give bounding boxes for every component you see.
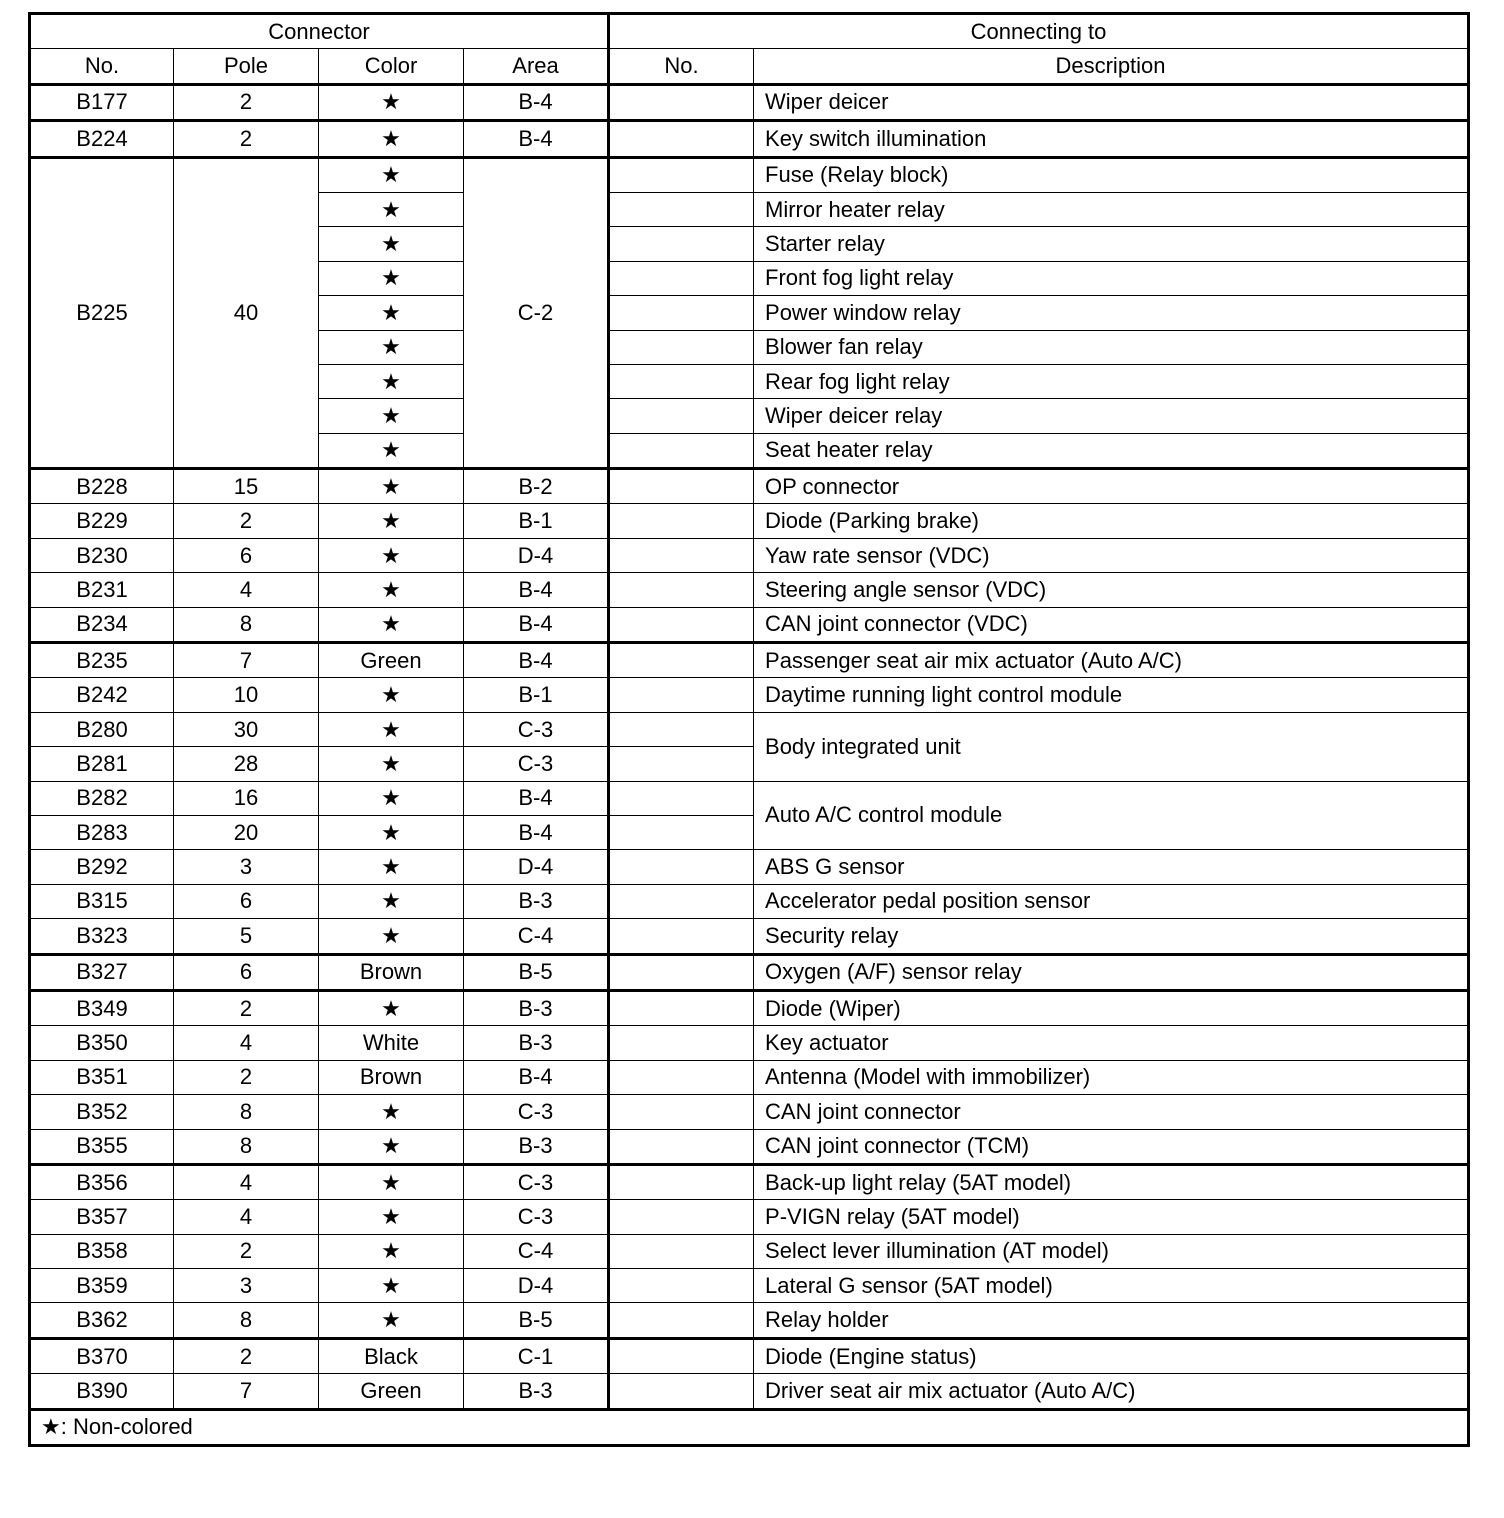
connector-color: ★ bbox=[319, 1200, 464, 1234]
connection-description: Blower fan relay bbox=[754, 330, 1469, 364]
connecting-no bbox=[609, 607, 754, 642]
col-header-no: No. bbox=[30, 49, 174, 84]
connector-no: B349 bbox=[30, 990, 174, 1025]
table-row bbox=[30, 678, 1469, 712]
connector-no: B282 bbox=[30, 781, 174, 815]
connection-description: Rear fog light relay bbox=[754, 364, 1469, 398]
connector-no: B283 bbox=[30, 815, 174, 849]
connector-color: Brown bbox=[319, 1060, 464, 1094]
connection-description: Wiper deicer relay bbox=[754, 399, 1469, 433]
connecting-no bbox=[609, 1060, 754, 1094]
table-row bbox=[30, 469, 1469, 504]
area-code: B-5 bbox=[464, 1303, 609, 1338]
connector-no: B359 bbox=[30, 1269, 174, 1303]
pole-count: 10 bbox=[174, 678, 319, 712]
area-code: D-4 bbox=[464, 538, 609, 572]
connecting-no bbox=[609, 330, 754, 364]
connection-description: Relay holder bbox=[754, 1303, 1469, 1338]
pole-count: 2 bbox=[174, 1338, 319, 1373]
connector-no: B224 bbox=[30, 121, 174, 157]
table-row bbox=[30, 990, 1469, 1025]
connector-no: B280 bbox=[30, 712, 174, 746]
connecting-no bbox=[609, 1269, 754, 1303]
connector-no: B355 bbox=[30, 1129, 174, 1164]
connector-no: B177 bbox=[30, 84, 174, 120]
connecting-no bbox=[609, 261, 754, 295]
connection-description: Lateral G sensor (5AT model) bbox=[754, 1269, 1469, 1303]
connector-color: ★ bbox=[319, 919, 464, 954]
connecting-no bbox=[609, 538, 754, 572]
table-row bbox=[30, 712, 1469, 746]
table-row bbox=[30, 1095, 1469, 1129]
connecting-no bbox=[609, 1234, 754, 1268]
pole-count: 30 bbox=[174, 712, 319, 746]
connecting-no bbox=[609, 954, 754, 990]
pole-count: 4 bbox=[174, 1164, 319, 1199]
pole-count: 8 bbox=[174, 1303, 319, 1338]
connector-no: B229 bbox=[30, 504, 174, 538]
connector-color: ★ bbox=[319, 261, 464, 295]
pole-count: 6 bbox=[174, 954, 319, 990]
area-code: B-1 bbox=[464, 504, 609, 538]
pole-count: 8 bbox=[174, 1095, 319, 1129]
connector-color: ★ bbox=[319, 1129, 464, 1164]
pole-count: 4 bbox=[174, 573, 319, 607]
connection-description: Wiper deicer bbox=[754, 84, 1469, 120]
connecting-no bbox=[609, 643, 754, 678]
area-code: B-4 bbox=[464, 573, 609, 607]
connector-no: B327 bbox=[30, 954, 174, 990]
connecting-no bbox=[609, 1303, 754, 1338]
pole-count: 4 bbox=[174, 1026, 319, 1060]
connecting-no bbox=[609, 712, 754, 746]
pole-count: 6 bbox=[174, 884, 319, 918]
connector-color: White bbox=[319, 1026, 464, 1060]
table-row bbox=[30, 954, 1469, 990]
col-header-color: Color bbox=[319, 49, 464, 84]
connecting-no bbox=[609, 781, 754, 815]
pole-count: 2 bbox=[174, 84, 319, 120]
connecting-no bbox=[609, 121, 754, 157]
connector-group-header: Connector bbox=[30, 14, 609, 49]
connector-color: ★ bbox=[319, 607, 464, 642]
area-code: B-3 bbox=[464, 1026, 609, 1060]
connector-no: B315 bbox=[30, 884, 174, 918]
connection-description: Security relay bbox=[754, 919, 1469, 954]
table-row bbox=[30, 1269, 1469, 1303]
connector-color: ★ bbox=[319, 990, 464, 1025]
connector-color: ★ bbox=[319, 573, 464, 607]
connector-color: Green bbox=[319, 1374, 464, 1409]
connecting-no bbox=[609, 364, 754, 398]
connection-description: Select lever illumination (AT model) bbox=[754, 1234, 1469, 1268]
connecting-no bbox=[609, 815, 754, 849]
connection-description: P-VIGN relay (5AT model) bbox=[754, 1200, 1469, 1234]
connecting-no bbox=[609, 990, 754, 1025]
table-row bbox=[30, 1164, 1469, 1199]
connector-color: ★ bbox=[319, 330, 464, 364]
area-code: B-3 bbox=[464, 884, 609, 918]
table-row bbox=[30, 1409, 1469, 1445]
area-code: B-3 bbox=[464, 1129, 609, 1164]
connection-description: Back-up light relay (5AT model) bbox=[754, 1164, 1469, 1199]
pole-count: 2 bbox=[174, 504, 319, 538]
area-code: C-3 bbox=[464, 747, 609, 781]
connector-color: ★ bbox=[319, 399, 464, 433]
area-code: B-4 bbox=[464, 121, 609, 157]
connector-color: ★ bbox=[319, 296, 464, 330]
connecting-no bbox=[609, 1338, 754, 1373]
connection-description: Auto A/C control module bbox=[754, 781, 1469, 850]
connector-no: B281 bbox=[30, 747, 174, 781]
pole-count: 6 bbox=[174, 538, 319, 572]
connector-color: ★ bbox=[319, 121, 464, 157]
connecting-no bbox=[609, 1026, 754, 1060]
pole-count: 2 bbox=[174, 121, 319, 157]
pole-count: 7 bbox=[174, 643, 319, 678]
connecting-no bbox=[609, 1374, 754, 1409]
pole-count: 16 bbox=[174, 781, 319, 815]
connector-color: ★ bbox=[319, 1095, 464, 1129]
connector-no: B351 bbox=[30, 1060, 174, 1094]
area-code: D-4 bbox=[464, 850, 609, 884]
connection-description: Starter relay bbox=[754, 227, 1469, 261]
pole-count: 28 bbox=[174, 747, 319, 781]
connection-description: Diode (Parking brake) bbox=[754, 504, 1469, 538]
col-header-pole: Pole bbox=[174, 49, 319, 84]
connection-description: Oxygen (A/F) sensor relay bbox=[754, 954, 1469, 990]
area-code: B-4 bbox=[464, 1060, 609, 1094]
connecting-no bbox=[609, 469, 754, 504]
column-header-row bbox=[30, 49, 1469, 84]
table-row bbox=[30, 573, 1469, 607]
connection-description: CAN joint connector bbox=[754, 1095, 1469, 1129]
connection-description: Accelerator pedal position sensor bbox=[754, 884, 1469, 918]
area-code: C-3 bbox=[464, 1095, 609, 1129]
connector-no: B370 bbox=[30, 1338, 174, 1373]
connection-description: Front fog light relay bbox=[754, 261, 1469, 295]
connector-color: ★ bbox=[319, 469, 464, 504]
area-code: B-4 bbox=[464, 781, 609, 815]
area-code: C-4 bbox=[464, 919, 609, 954]
connector-color: ★ bbox=[319, 538, 464, 572]
table-row bbox=[30, 643, 1469, 678]
connection-description: Steering angle sensor (VDC) bbox=[754, 573, 1469, 607]
connector-no: B235 bbox=[30, 643, 174, 678]
area-code: D-4 bbox=[464, 1269, 609, 1303]
connection-description: Seat heater relay bbox=[754, 433, 1469, 468]
connector-no: B362 bbox=[30, 1303, 174, 1338]
connector-no: B231 bbox=[30, 573, 174, 607]
connecting-no bbox=[609, 227, 754, 261]
table-row bbox=[30, 607, 1469, 642]
connector-color: ★ bbox=[319, 712, 464, 746]
pole-count: 3 bbox=[174, 1269, 319, 1303]
connection-description: Key switch illumination bbox=[754, 121, 1469, 157]
connector-no: B234 bbox=[30, 607, 174, 642]
connector-color: ★ bbox=[319, 850, 464, 884]
connector-no: B228 bbox=[30, 469, 174, 504]
footnote-non-colored: ★: Non-colored bbox=[30, 1409, 1469, 1445]
connector-no: B358 bbox=[30, 1234, 174, 1268]
connecting-no bbox=[609, 1200, 754, 1234]
pole-count: 20 bbox=[174, 815, 319, 849]
area-code: C-4 bbox=[464, 1234, 609, 1268]
connecting-to-group-header: Connecting to bbox=[609, 14, 1469, 49]
connecting-no bbox=[609, 850, 754, 884]
connector-no: B323 bbox=[30, 919, 174, 954]
pole-count: 2 bbox=[174, 1060, 319, 1094]
connecting-no bbox=[609, 504, 754, 538]
table-row bbox=[30, 884, 1469, 918]
table-row bbox=[30, 1374, 1469, 1409]
col-header-connecting-no: No. bbox=[609, 49, 754, 84]
connector-color: ★ bbox=[319, 781, 464, 815]
table-row bbox=[30, 1234, 1469, 1268]
pole-count: 5 bbox=[174, 919, 319, 954]
table-row bbox=[30, 1338, 1469, 1373]
connector-color: Green bbox=[319, 643, 464, 678]
connecting-no bbox=[609, 884, 754, 918]
connecting-no bbox=[609, 919, 754, 954]
connector-color: ★ bbox=[319, 157, 464, 192]
connecting-no bbox=[609, 399, 754, 433]
connection-description: Body integrated unit bbox=[754, 712, 1469, 781]
area-code: C-1 bbox=[464, 1338, 609, 1373]
area-code: C-3 bbox=[464, 712, 609, 746]
area-code: C-3 bbox=[464, 1164, 609, 1199]
table-row bbox=[30, 1129, 1469, 1164]
table-row bbox=[30, 1026, 1469, 1060]
connector-no: B242 bbox=[30, 678, 174, 712]
table-row bbox=[30, 919, 1469, 954]
connecting-no bbox=[609, 84, 754, 120]
table-row bbox=[30, 84, 1469, 120]
connector-color: ★ bbox=[319, 884, 464, 918]
pole-count: 8 bbox=[174, 607, 319, 642]
connection-description: Antenna (Model with immobilizer) bbox=[754, 1060, 1469, 1094]
connection-description: Passenger seat air mix actuator (Auto A/C) bbox=[754, 643, 1469, 678]
pole-count: 15 bbox=[174, 469, 319, 504]
table-row bbox=[30, 1200, 1469, 1234]
connector-color: ★ bbox=[319, 815, 464, 849]
connection-description: Mirror heater relay bbox=[754, 192, 1469, 226]
connector-no: B292 bbox=[30, 850, 174, 884]
connector-color: ★ bbox=[319, 1269, 464, 1303]
connector-color: ★ bbox=[319, 1234, 464, 1268]
group-header-row bbox=[30, 14, 1469, 49]
connector-color: Brown bbox=[319, 954, 464, 990]
connector-no: B350 bbox=[30, 1026, 174, 1060]
area-code: B-4 bbox=[464, 607, 609, 642]
pole-count: 3 bbox=[174, 850, 319, 884]
connector-color: ★ bbox=[319, 84, 464, 120]
table-row bbox=[30, 157, 1469, 192]
table-row bbox=[30, 1060, 1469, 1094]
pole-count: 2 bbox=[174, 990, 319, 1025]
area-code: B-5 bbox=[464, 954, 609, 990]
connection-description: Daytime running light control module bbox=[754, 678, 1469, 712]
connection-description: Driver seat air mix actuator (Auto A/C) bbox=[754, 1374, 1469, 1409]
area-code: B-1 bbox=[464, 678, 609, 712]
pole-count: 2 bbox=[174, 1234, 319, 1268]
pole-count: 40 bbox=[174, 157, 319, 469]
table-row bbox=[30, 1303, 1469, 1338]
table-row bbox=[30, 781, 1469, 815]
pole-count: 8 bbox=[174, 1129, 319, 1164]
connector-no: B356 bbox=[30, 1164, 174, 1199]
connector-color: ★ bbox=[319, 678, 464, 712]
connector-no: B352 bbox=[30, 1095, 174, 1129]
connection-description: Power window relay bbox=[754, 296, 1469, 330]
connector-no: B225 bbox=[30, 157, 174, 469]
connector-color: ★ bbox=[319, 504, 464, 538]
table-row bbox=[30, 538, 1469, 572]
col-header-description: Description bbox=[754, 49, 1469, 84]
connector-color: ★ bbox=[319, 364, 464, 398]
connection-description: ABS G sensor bbox=[754, 850, 1469, 884]
connecting-no bbox=[609, 157, 754, 192]
connector-color: ★ bbox=[319, 192, 464, 226]
area-code: C-2 bbox=[464, 157, 609, 469]
connecting-no bbox=[609, 1164, 754, 1199]
connecting-no bbox=[609, 192, 754, 226]
area-code: B-4 bbox=[464, 643, 609, 678]
area-code: B-3 bbox=[464, 990, 609, 1025]
col-header-area: Area bbox=[464, 49, 609, 84]
connector-table bbox=[28, 12, 1470, 1447]
connection-description: CAN joint connector (TCM) bbox=[754, 1129, 1469, 1164]
connecting-no bbox=[609, 573, 754, 607]
connecting-no bbox=[609, 296, 754, 330]
connecting-no bbox=[609, 1095, 754, 1129]
table-row bbox=[30, 850, 1469, 884]
connecting-no bbox=[609, 747, 754, 781]
area-code: B-4 bbox=[464, 815, 609, 849]
connector-color: ★ bbox=[319, 227, 464, 261]
connection-description: Key actuator bbox=[754, 1026, 1469, 1060]
connecting-no bbox=[609, 678, 754, 712]
area-code: B-3 bbox=[464, 1374, 609, 1409]
connection-description: Yaw rate sensor (VDC) bbox=[754, 538, 1469, 572]
table-row bbox=[30, 121, 1469, 157]
connector-color: Black bbox=[319, 1338, 464, 1373]
connecting-no bbox=[609, 1129, 754, 1164]
area-code: C-3 bbox=[464, 1200, 609, 1234]
connector-color: ★ bbox=[319, 433, 464, 468]
connector-color: ★ bbox=[319, 1303, 464, 1338]
connector-no: B357 bbox=[30, 1200, 174, 1234]
area-code: B-4 bbox=[464, 84, 609, 120]
connector-color: ★ bbox=[319, 1164, 464, 1199]
connector-no: B230 bbox=[30, 538, 174, 572]
table-row bbox=[30, 504, 1469, 538]
connection-description: Diode (Wiper) bbox=[754, 990, 1469, 1025]
pole-count: 7 bbox=[174, 1374, 319, 1409]
connector-no: B390 bbox=[30, 1374, 174, 1409]
connecting-no bbox=[609, 433, 754, 468]
connection-description: CAN joint connector (VDC) bbox=[754, 607, 1469, 642]
connection-description: OP connector bbox=[754, 469, 1469, 504]
connection-description: Diode (Engine status) bbox=[754, 1338, 1469, 1373]
connection-description: Fuse (Relay block) bbox=[754, 157, 1469, 192]
connector-color: ★ bbox=[319, 747, 464, 781]
area-code: B-2 bbox=[464, 469, 609, 504]
pole-count: 4 bbox=[174, 1200, 319, 1234]
